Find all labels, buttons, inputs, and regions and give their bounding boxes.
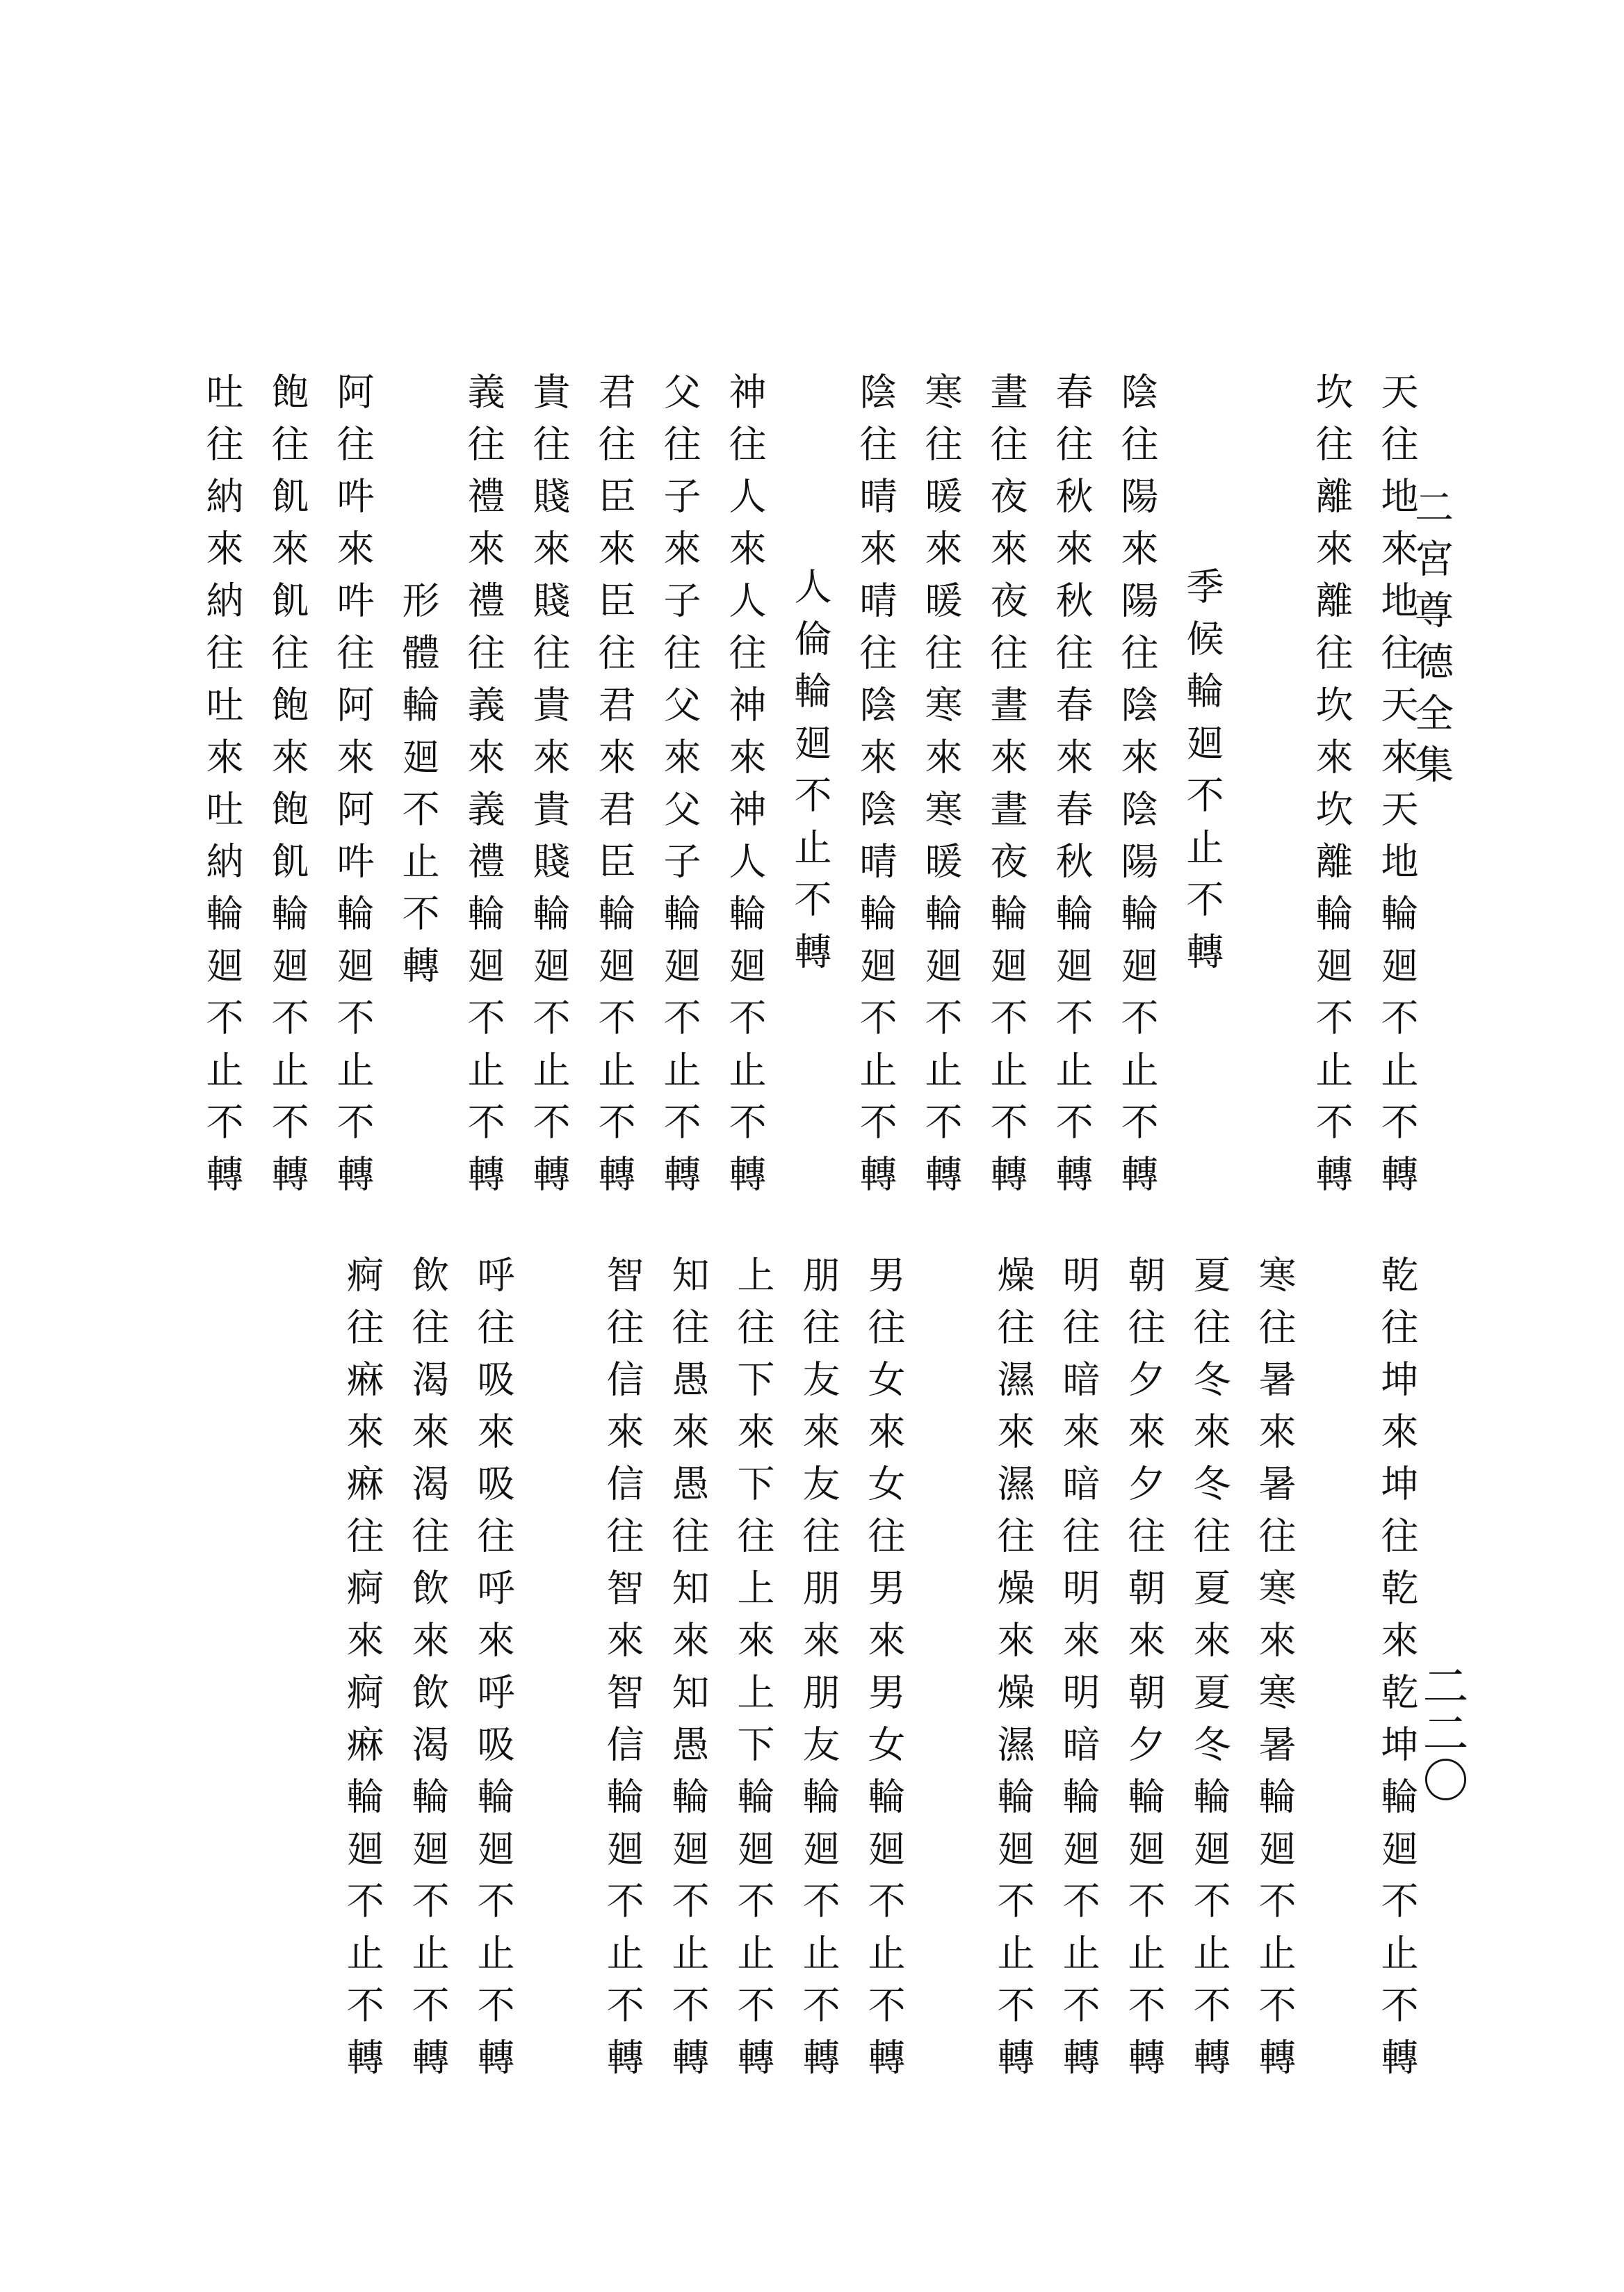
text-column: 吐往納來納往吐來吐納輪廻不止不轉 — [200, 372, 244, 1206]
text-column: 燥往濕來濕往燥來燥濕輪廻不止不轉 — [991, 1255, 1035, 2090]
text-column: 上往下來下往上來上下輪廻不止不轉 — [731, 1255, 775, 2090]
text-column: 貴往賤來賤往貴來貴賤輪廻不止不轉 — [527, 372, 571, 1206]
page-number: 二二〇 — [1415, 1662, 1468, 1804]
text-column: 知往愚來愚往知來知愚輪廻不止不轉 — [666, 1255, 710, 2090]
text-column: 春往秋來秋往春來春秋輪廻不止不轉 — [1050, 372, 1094, 1206]
section-heading: 人倫輪廻不止不轉 — [788, 567, 832, 984]
section-heading: 形體輪廻不止不轉 — [396, 581, 440, 998]
top-text-block — [175, 372, 1419, 1206]
text-column: 寒往暖來暖往寒來寒暖輪廻不止不轉 — [919, 372, 963, 1206]
text-column: 坎往離來離往坎來坎離輪廻不止不轉 — [1310, 372, 1354, 1206]
text-column: 朋往友來友往朋來朋友輪廻不止不轉 — [797, 1255, 841, 2090]
running-title: 二宮尊德全集 — [1408, 487, 1454, 796]
text-column: 痾往痳來痳往痾來痾痳輪廻不止不轉 — [341, 1255, 384, 2090]
text-column: 智往信來信往智來智信輪廻不止不轉 — [601, 1255, 644, 2090]
text-column: 呼往吸來吸往呼來呼吸輪廻不止不轉 — [471, 1255, 515, 2090]
bottom-text-block — [316, 1255, 1419, 2090]
text-column: 君往臣來臣往君來君臣輪廻不止不轉 — [592, 372, 636, 1206]
text-column: 飽往飢來飢往飽來飽飢輪廻不止不轉 — [266, 372, 309, 1206]
text-column: 夏往冬來冬往夏來夏冬輪廻不止不轉 — [1187, 1255, 1231, 2090]
text-column: 陰往陽來陽往陰來陰陽輪廻不止不轉 — [1115, 372, 1159, 1206]
text-column: 寒往暑來暑往寒來寒暑輪廻不止不轉 — [1253, 1255, 1297, 2090]
text-column: 阿往吽來吽往阿來阿吽輪廻不止不轉 — [331, 372, 375, 1206]
text-column: 男往女來女往男來男女輪廻不止不轉 — [862, 1255, 906, 2090]
section-heading: 季候輪廻不止不轉 — [1180, 567, 1224, 984]
text-column: 父往子來子往父來父子輪廻不止不轉 — [658, 372, 701, 1206]
text-column: 飲往渴來渴往飲來飲渴輪廻不止不轉 — [406, 1255, 450, 2090]
text-column: 晝往夜來夜往晝來晝夜輪廻不止不轉 — [984, 372, 1028, 1206]
text-column: 陰往晴來晴往陰來陰晴輪廻不止不轉 — [854, 372, 898, 1206]
text-column: 天往地來地往天來天地輪廻不止不轉 — [1375, 372, 1419, 1206]
text-column: 義往禮來禮往義來義禮輪廻不止不轉 — [462, 372, 505, 1206]
text-column: 明往暗來暗往明來明暗輪廻不止不轉 — [1057, 1255, 1101, 2090]
text-column: 朝往夕來夕往朝來朝夕輪廻不止不轉 — [1122, 1255, 1166, 2090]
text-column: 神往人來人往神來神人輪廻不止不轉 — [723, 372, 767, 1206]
text-column: 乾往坤來坤往乾來乾坤輪廻不止不轉 — [1375, 1255, 1419, 2090]
